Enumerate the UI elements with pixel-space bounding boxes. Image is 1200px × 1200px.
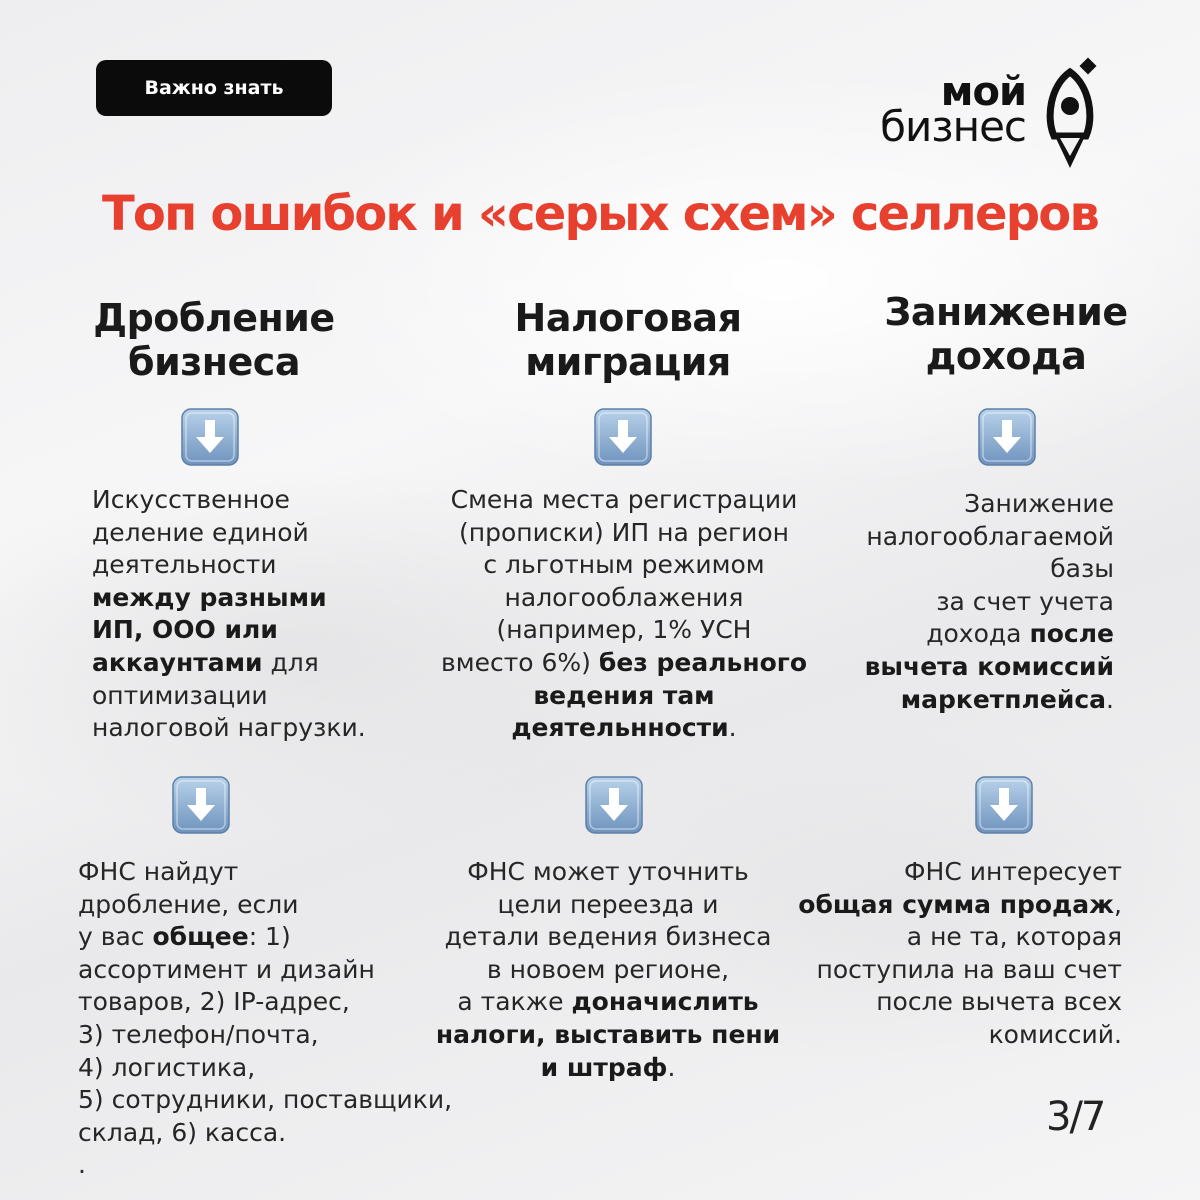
important-badge: Важно знать <box>96 60 332 116</box>
description-income-understatement <box>826 488 1114 716</box>
down-arrow-icon <box>975 776 1033 834</box>
down-arrow-icon <box>172 776 230 834</box>
description-business-splitting <box>92 484 412 745</box>
heading-line: миграция <box>525 340 731 384</box>
heading-income-understatement <box>860 290 1152 378</box>
body-text: Смена места регистрации (прописки) ИП на регион с льготным режимом налогооблажения (например, 1% УСН вместо 6%) <box>440 485 798 677</box>
emphasis-text: после вычета комиссий маркетплейса <box>864 619 1114 714</box>
heading-line: Дробление <box>93 296 335 340</box>
logo-line-2: бизнес <box>880 102 1026 151</box>
body-text: . <box>1106 684 1114 714</box>
consequence-tax-migration <box>422 856 794 1084</box>
logo-line-1: мой <box>940 69 1026 115</box>
heading-line: бизнеса <box>128 340 300 384</box>
page-number: 3/7 <box>1046 1094 1105 1140</box>
emphasis-text: общее <box>152 922 249 952</box>
body-text: . <box>728 713 737 743</box>
heading-tax-migration <box>468 296 788 384</box>
down-arrow-icon <box>594 408 652 466</box>
heading-line: Налоговая <box>514 296 742 340</box>
down-arrow-icon <box>585 776 643 834</box>
emphasis-text: без реального ведения там деятельнности <box>511 647 808 743</box>
description-tax-migration <box>428 484 820 745</box>
emphasis-text: доначислить налоги, выставить пени и штраф <box>435 987 781 1082</box>
body-text: , а не та, которая поступила на ваш счет после вычета всех комиссий. <box>816 889 1122 1049</box>
down-arrow-icon <box>181 408 239 466</box>
body-text: : 1) ассортимент и дизайн товаров, 2) IP-адрес, 3) телефон/почта, 4) логистика, 5) сотрудники, поставщики, склад, 6) касса. . <box>78 922 453 1180</box>
moy-biznes-logo <box>860 56 1110 172</box>
body-text: ФНС может уточнить цели переезда и детали ведения бизнеса в новоем регионе, а также <box>444 857 772 1017</box>
consequence-income-understatement <box>782 856 1122 1052</box>
body-text: ФНС найдут дробление, если у вас <box>78 857 299 952</box>
body-text: Занижение налогооблагаемой базы за счет учета дохода <box>866 489 1114 649</box>
heading-line: Занижение <box>884 290 1128 334</box>
emphasis-text: общая сумма продаж <box>798 889 1115 919</box>
heading-line: дохода <box>925 334 1087 378</box>
body-text: ФНС интересует <box>904 857 1122 886</box>
heading-business-splitting <box>74 296 354 384</box>
page-title: Топ ошибок и «серых схем» селлеров <box>101 186 1099 242</box>
rocket-pin-icon <box>1030 56 1110 172</box>
emphasis-text: между разными ИП, ООО или аккаунтами <box>92 582 327 677</box>
body-text: Искусственное деление единой деятельности <box>92 485 309 580</box>
down-arrow-icon <box>978 408 1036 466</box>
body-text: . <box>667 1052 676 1082</box>
body-text: для оптимизации налоговой нагрузки. <box>92 647 366 743</box>
